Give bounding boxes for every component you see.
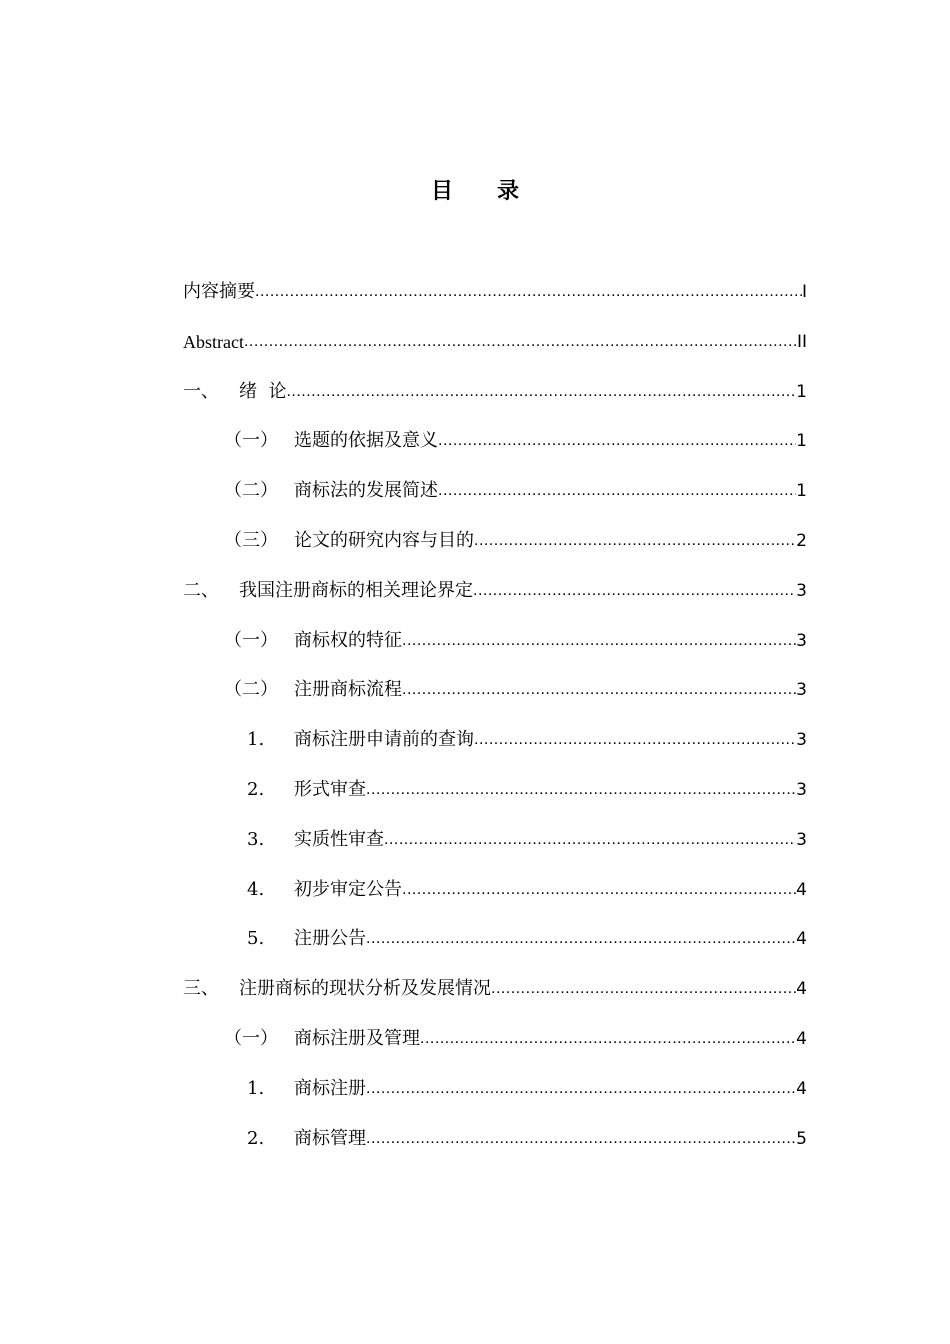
- toc-dot-leader: [366, 1124, 796, 1154]
- toc-entry-subsection-2-2-3[interactable]: [183, 825, 807, 875]
- toc-entry-number: 2.: [247, 1127, 265, 1149]
- toc-entry-number: 三、: [183, 978, 219, 1000]
- toc-entry-number: 1.: [247, 1077, 265, 1099]
- toc-entry-abstract-cn[interactable]: [183, 277, 807, 327]
- toc-dot-leader: [244, 327, 797, 357]
- toc-entry-label: 我国注册商标的相关理论界定: [239, 579, 473, 601]
- toc-entry-subsection-2-2-2[interactable]: [183, 775, 807, 825]
- toc-entry-number: （二）: [224, 679, 278, 701]
- toc-entry-page: II: [796, 331, 807, 352]
- toc-entry-label: 形式审查: [294, 778, 366, 800]
- toc-entry-label: 商标权的特征: [294, 629, 402, 651]
- toc-entry-page: 2: [796, 530, 807, 551]
- toc-dot-leader: [255, 277, 802, 307]
- toc-entry-label: 商标注册: [294, 1077, 366, 1099]
- toc-dot-leader: [491, 974, 796, 1004]
- toc-entry-label: 商标注册申请前的查询: [294, 729, 474, 751]
- toc-entry-page: 4: [796, 1028, 807, 1049]
- toc-entry-number: 一、: [183, 380, 219, 402]
- toc-dot-leader: [473, 576, 796, 606]
- toc-entry-label: 注册商标流程: [294, 679, 402, 701]
- toc-entry-section-3-1[interactable]: [183, 1024, 807, 1074]
- toc-entry-section-2-2[interactable]: [183, 675, 807, 725]
- toc-entry-subsection-2-2-5[interactable]: [183, 924, 807, 974]
- toc-dot-leader: [474, 526, 796, 556]
- toc-dot-leader: [366, 1074, 796, 1104]
- toc-entry-number: 4.: [247, 878, 265, 900]
- toc-entry-page: 4: [796, 879, 807, 900]
- toc-entry-chapter-3[interactable]: [183, 974, 807, 1024]
- toc-entry-number: （二）: [224, 480, 278, 502]
- toc-entry-label: 绪 论: [239, 380, 287, 402]
- toc-entry-subsection-3-1-2[interactable]: [183, 1124, 807, 1174]
- toc-entry-page: 3: [796, 580, 807, 601]
- toc-entry-label: 注册公告: [294, 928, 366, 950]
- toc-title-char-1: 目: [430, 179, 453, 204]
- toc-entry-page: 4: [796, 1078, 807, 1099]
- toc-entry-chapter-1[interactable]: [183, 377, 807, 427]
- toc-entry-label: 商标管理: [294, 1127, 366, 1149]
- toc-entry-number: 1.: [247, 729, 265, 751]
- toc-entry-subsection-2-2-1[interactable]: [183, 725, 807, 775]
- toc-entry-page: 3: [796, 730, 807, 751]
- toc-entry-page: 4: [796, 979, 807, 1000]
- toc-entry-chapter-2[interactable]: [183, 576, 807, 626]
- toc-entry-label: Abstract: [183, 331, 244, 352]
- toc-entry-label: 实质性审查: [294, 828, 384, 850]
- toc-entry-page: 4: [796, 929, 807, 950]
- toc-entry-page: 5: [796, 1128, 807, 1149]
- toc-entry-number: （一）: [224, 430, 278, 452]
- toc-entry-label: 论文的研究内容与目的: [294, 529, 474, 551]
- toc-entry-label: 内容摘要: [183, 281, 255, 302]
- toc-dot-leader: [366, 924, 796, 954]
- toc-entry-subsection-2-2-4[interactable]: [183, 875, 807, 925]
- toc-dot-leader: [402, 626, 796, 656]
- toc-entry-section-1-3[interactable]: [183, 526, 807, 576]
- toc-entry-label: 商标注册及管理: [294, 1027, 420, 1049]
- toc-entry-number: 5.: [247, 928, 265, 950]
- toc-entry-label: 注册商标的现状分析及发展情况: [239, 978, 491, 1000]
- toc-entry-page: 1: [796, 431, 807, 452]
- toc-entry-number: （一）: [224, 1027, 278, 1049]
- toc-entry-page: I: [801, 282, 807, 302]
- toc-entry-page: 3: [796, 680, 807, 701]
- toc-entry-page: 3: [796, 829, 807, 850]
- toc-entry-page: 3: [796, 779, 807, 800]
- toc-entry-label: 初步审定公告: [294, 878, 402, 900]
- toc-entry-subsection-3-1-1[interactable]: [183, 1074, 807, 1124]
- toc-entry-page: 1: [796, 381, 807, 402]
- toc-dot-leader: [286, 377, 796, 407]
- toc-entry-number: 3.: [247, 828, 265, 850]
- toc-dot-leader: [420, 1024, 796, 1054]
- toc-title-char-2: 录: [497, 179, 520, 204]
- toc-entry-section-1-1[interactable]: [183, 426, 807, 476]
- toc-dot-leader: [402, 875, 796, 905]
- toc-dot-leader: [438, 426, 796, 456]
- toc-entry-section-1-2[interactable]: [183, 476, 807, 526]
- toc-entry-label: 商标法的发展简述: [294, 480, 438, 502]
- toc-entry-number: （一）: [224, 629, 278, 651]
- toc-dot-leader: [474, 725, 796, 755]
- toc-dot-leader: [366, 775, 796, 805]
- table-of-contents: [183, 277, 807, 1173]
- toc-entry-page: 1: [796, 481, 807, 502]
- toc-entry-section-2-1[interactable]: [183, 626, 807, 676]
- toc-entry-label: 选题的依据及意义: [294, 430, 438, 452]
- toc-entry-abstract-en[interactable]: [183, 327, 807, 377]
- toc-entry-number: （三）: [224, 529, 278, 551]
- toc-dot-leader: [402, 675, 796, 705]
- toc-dot-leader: [384, 825, 796, 855]
- toc-entry-page: 3: [796, 630, 807, 651]
- toc-entry-number: 2.: [247, 778, 265, 800]
- toc-title: [0, 174, 950, 205]
- toc-entry-number: 二、: [183, 579, 219, 601]
- toc-dot-leader: [438, 476, 796, 506]
